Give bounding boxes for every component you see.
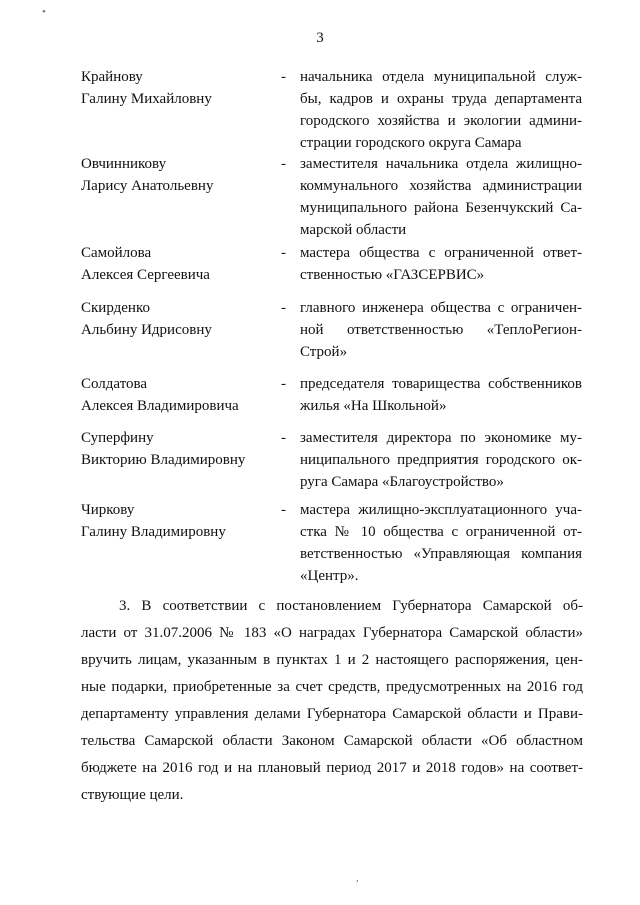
position-line: городского хозяйства и экологии админи-	[300, 113, 582, 129]
appointee-position	[300, 153, 582, 241]
position-line: ной ответственностью «ТеплоРегион-	[300, 322, 582, 338]
position-line: заместителя директора по экономике му-	[300, 430, 582, 446]
position-line: мастера жилищно-эксплуатационного уча-	[300, 502, 582, 518]
name-line: Овчинникову	[81, 156, 167, 172]
entry-dash: -	[281, 156, 286, 172]
name-line: Алексея Сергеевича	[81, 267, 210, 283]
entry-dash: -	[281, 245, 286, 261]
position-line: председателя товарищества собственников	[300, 376, 582, 392]
name-line: Альбину Идрисовну	[81, 322, 212, 338]
position-line: коммунального хозяйства администрации	[300, 178, 582, 194]
name-line: Викторию Владимировну	[81, 452, 246, 468]
name-line: Галину Михайловну	[81, 91, 212, 107]
entry-dash: -	[281, 502, 286, 518]
name-line: Солдатова	[81, 376, 148, 392]
name-line: Ларису Анатольевну	[81, 178, 214, 194]
paragraph-line: ствующие цели.	[81, 787, 184, 803]
position-line: руга Самара «Благоустройство»	[300, 474, 504, 490]
position-line: бы, кадров и охраны труда департамента	[300, 91, 582, 107]
paragraph-line: 3. В соответствии с постановлением Губернатора Самарской об-	[119, 598, 583, 614]
appointee-name	[81, 153, 281, 197]
entry-dash: -	[281, 430, 286, 446]
position-line: марской области	[300, 222, 407, 238]
appointee-name	[81, 66, 281, 110]
appointee-name	[81, 242, 281, 286]
paragraph-line: бюджете на 2016 год и на плановый период 2017 и 2018 годов» на соответ-	[81, 760, 583, 776]
appointee-name	[81, 373, 281, 417]
appointee-name	[81, 427, 281, 471]
position-line: главного инженера общества с ограничен-	[300, 300, 582, 316]
position-line: стка № 10 общества с ограниченной от-	[300, 524, 582, 540]
scan-mark: ,	[356, 872, 359, 884]
position-line: ственностью «ГАЗСЕРВИС»	[300, 267, 485, 283]
position-line: Строй»	[300, 344, 348, 360]
position-line: начальника отдела муниципальной служ-	[300, 69, 582, 85]
position-line: муниципального района Безенчукский Са-	[300, 200, 582, 216]
appointee-position	[300, 499, 582, 587]
paragraph-line: департаменту управления делами Губернатора Самарской области и Прави-	[81, 706, 583, 722]
name-line: Галину Владимировну	[81, 524, 226, 540]
paragraph-line: ные подарки, приобретенные за счет средств, предусмотренных на 2016 год	[81, 679, 583, 695]
appointee-position	[300, 66, 582, 154]
position-line: ниципального предприятия городского ок-	[300, 452, 582, 468]
position-line: мастера общества с ограниченной ответ-	[300, 245, 582, 261]
scan-mark: •	[42, 6, 46, 18]
appointee-name	[81, 499, 281, 543]
award-paragraph	[81, 593, 583, 809]
name-line: Скирденко	[81, 300, 150, 316]
name-line: Алексея Владимировича	[81, 398, 239, 414]
appointee-position	[300, 297, 582, 363]
name-line: Чиркову	[81, 502, 135, 518]
appointee-name	[81, 297, 281, 341]
name-line: Суперфину	[81, 430, 154, 446]
entry-dash: -	[281, 376, 286, 392]
paragraph-line: вручить лицам, указанным в пунктах 1 и 2 настоящего распоряжения, цен-	[81, 652, 583, 668]
name-line: Крайнову	[81, 69, 143, 85]
paragraph-line: тельства Самарской области Законом Самарской области «Об областном	[81, 733, 583, 749]
position-line: жилья «На Школьной»	[300, 398, 447, 414]
entry-dash: -	[281, 300, 286, 316]
entry-dash: -	[281, 69, 286, 85]
position-line: ветственностью «Управляющая компания	[300, 546, 582, 562]
name-line: Самойлова	[81, 245, 152, 261]
position-line: «Центр».	[300, 568, 359, 584]
appointee-position	[300, 373, 582, 417]
appointee-position	[300, 242, 582, 286]
paragraph-line: ласти от 31.07.2006 № 183 «О наградах Губернатора Самарской области»	[81, 625, 583, 641]
position-line: страции городского округа Самара	[300, 135, 522, 151]
position-line: заместителя начальника отдела жилищно-	[300, 156, 582, 172]
page-number: 3	[316, 30, 324, 46]
appointee-position	[300, 427, 582, 493]
